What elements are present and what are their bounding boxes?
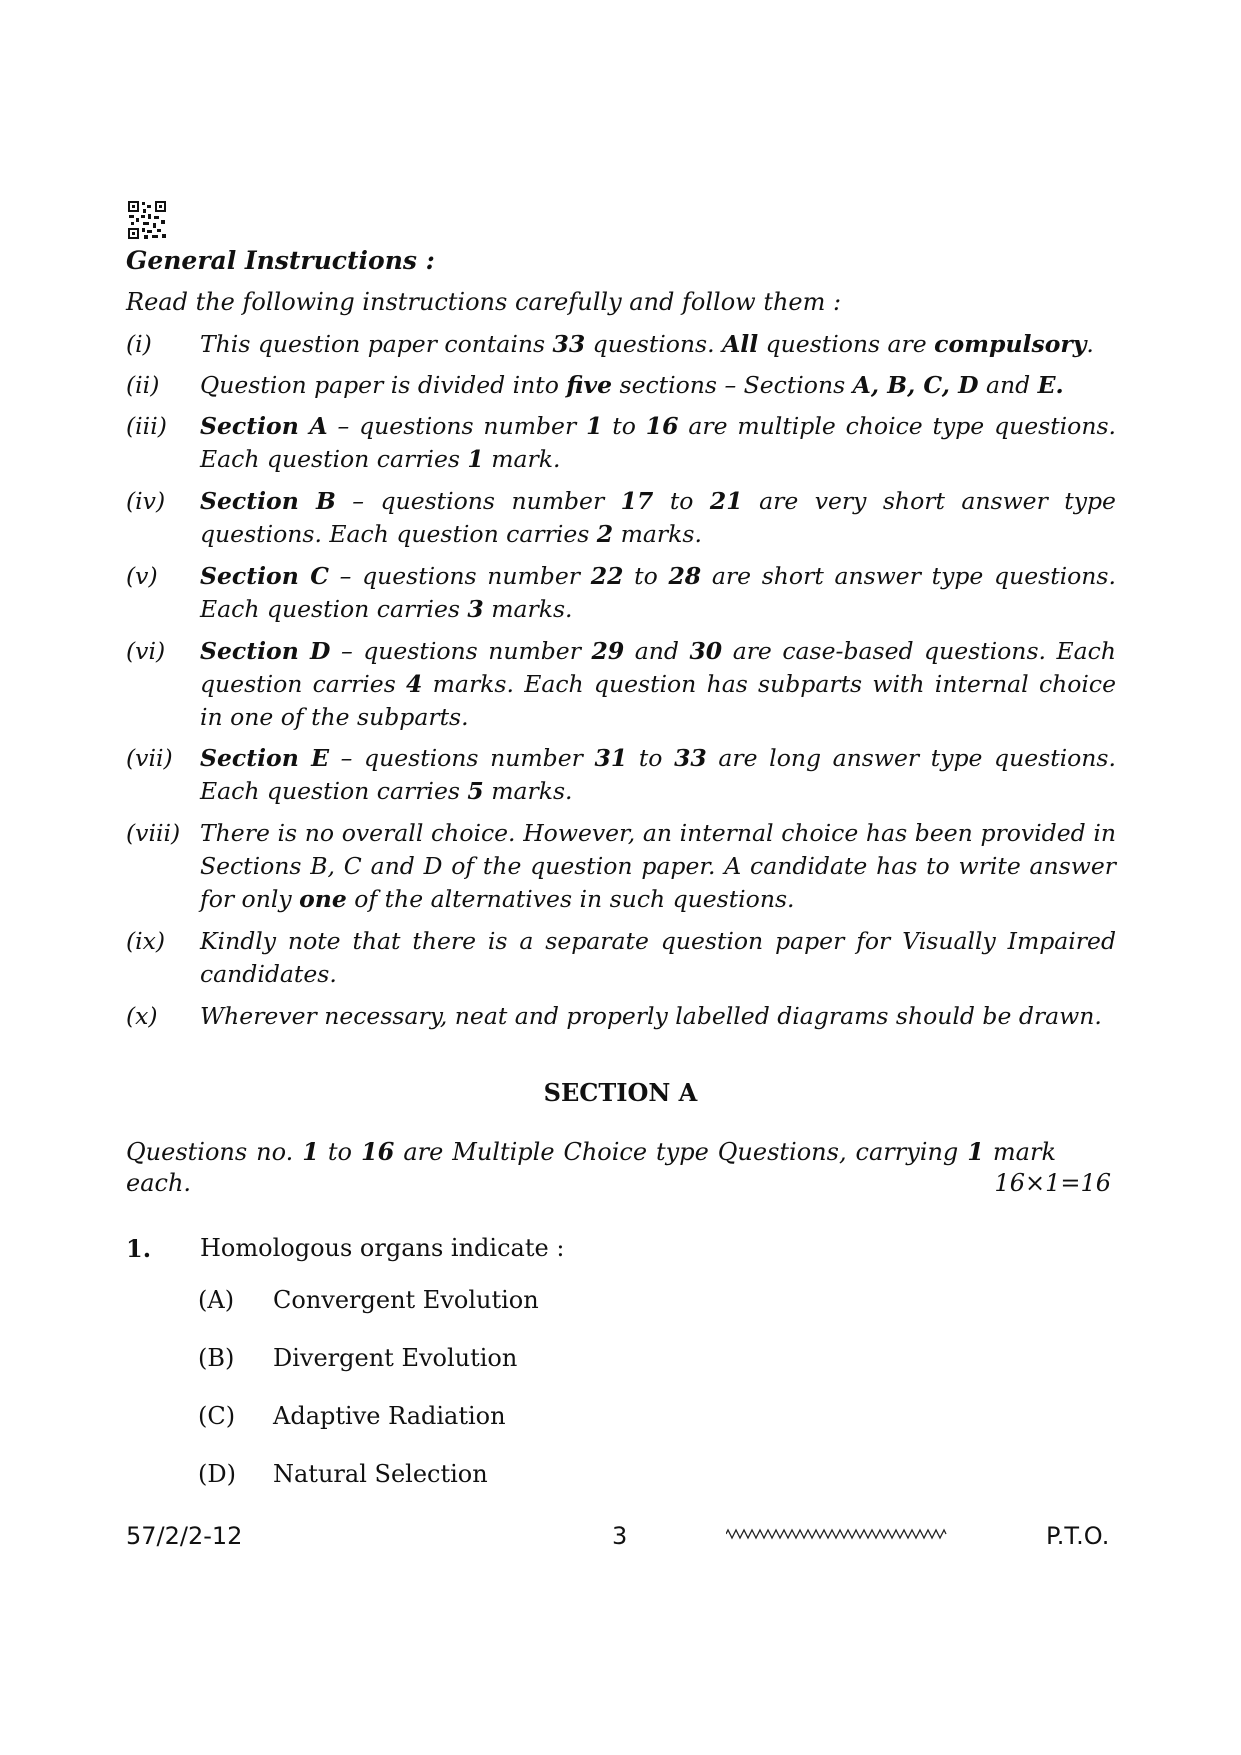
instruction-item <box>126 410 1116 476</box>
pto-label: P.T.O. <box>1046 1522 1110 1550</box>
question-number: 1. <box>126 1234 152 1263</box>
option-text: Adaptive Radiation <box>273 1402 506 1430</box>
instruction-item <box>126 817 1116 916</box>
instruction-text: There is no overall choice. However, an internal choice has been provided in Sections B, C and D of the question paper. A candidate has to write answer for only one of the alternatives in such questions. <box>200 819 1116 913</box>
instruction-text: Section E – questions number 31 to 33 are long answer type questions. Each question carries 5 marks. <box>200 744 1116 805</box>
option-label: (B) <box>198 1344 235 1372</box>
option-text: Natural Selection <box>273 1460 488 1488</box>
instruction-text: Section D – questions number 29 and 30 are case-based questions. Each question carries 4 marks. Each question has subparts with internal choice in one of the subparts. <box>200 637 1116 731</box>
instruction-number: (i) <box>126 330 152 358</box>
option-label: (A) <box>198 1286 235 1314</box>
instruction-item <box>126 635 1116 734</box>
instructions-intro: Read the following instructions carefully and follow them : <box>126 288 842 316</box>
instruction-number: (x) <box>126 1002 158 1030</box>
section-note <box>126 1136 1111 1199</box>
instruction-item <box>126 485 1116 551</box>
instruction-item <box>126 328 1116 361</box>
section-heading: SECTION A <box>543 1078 698 1107</box>
instructions-title: General Instructions : <box>126 246 435 275</box>
instruction-item <box>126 560 1116 626</box>
instruction-number: (vii) <box>126 744 173 772</box>
security-wave-line <box>726 1527 948 1541</box>
section-note-text: Questions no. 1 to 16 are Multiple Choice type Questions, carrying 1 mark <box>126 1137 1056 1166</box>
instruction-item <box>126 1000 1116 1033</box>
instruction-text: This question paper contains 33 questions. All questions are compulsory. <box>200 330 1094 358</box>
qr-code-icon <box>127 200 167 240</box>
option-label: (C) <box>198 1402 236 1430</box>
instruction-number: (iv) <box>126 487 166 515</box>
option-text: Divergent Evolution <box>273 1344 518 1372</box>
instruction-number: (viii) <box>126 819 181 847</box>
instruction-item <box>126 925 1116 991</box>
instruction-text: Wherever necessary, neat and properly labelled diagrams should be drawn. <box>200 1002 1102 1030</box>
instruction-item <box>126 369 1116 402</box>
option-label: (D) <box>198 1460 236 1488</box>
instruction-number: (ix) <box>126 927 166 955</box>
instruction-number: (v) <box>126 562 158 590</box>
instruction-number: (vi) <box>126 637 166 665</box>
option-text: Convergent Evolution <box>273 1286 539 1314</box>
instruction-text: Section C – questions number 22 to 28 are short answer type questions. Each question carries 3 marks. <box>200 562 1116 623</box>
instruction-text: Question paper is divided into five sections – Sections A, B, C, D and E. <box>200 371 1064 399</box>
instruction-text: Section A – questions number 1 to 16 are multiple choice type questions. Each question carries 1 mark. <box>200 412 1116 473</box>
instruction-text: Kindly note that there is a separate question paper for Visually Impaired candidates. <box>200 927 1116 988</box>
section-marks: 16×1=16 <box>994 1169 1111 1197</box>
instruction-number: (ii) <box>126 371 160 399</box>
instruction-item <box>126 742 1116 808</box>
question-text: Homologous organs indicate : <box>200 1234 565 1262</box>
instruction-text: Section B – questions number 17 to 21 are very short answer type questions. Each question carries 2 marks. <box>200 487 1116 548</box>
instruction-number: (iii) <box>126 412 167 440</box>
paper-code: 57/2/2-12 <box>126 1522 243 1550</box>
page-number: 3 <box>612 1522 628 1550</box>
section-note-end: each. <box>126 1169 192 1197</box>
